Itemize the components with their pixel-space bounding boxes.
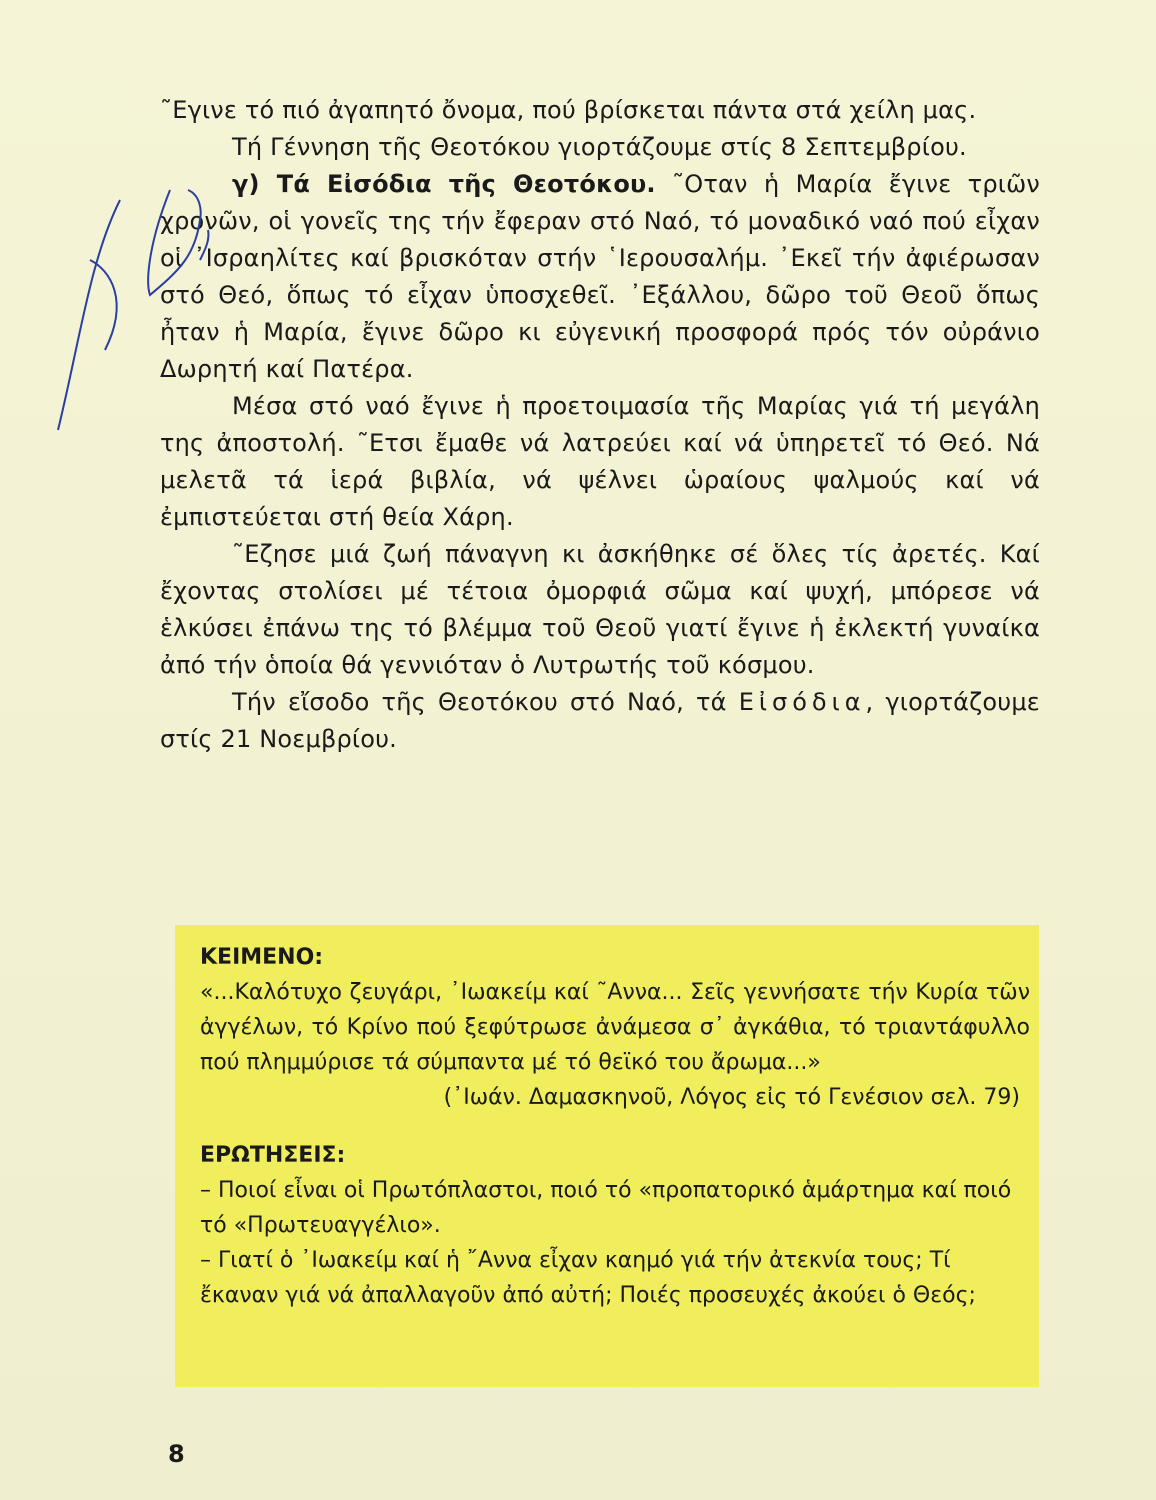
section-heading: γ) Τά Εἰσόδια τῆς Θεοτόκου. bbox=[232, 170, 656, 198]
text-heading: ΚΕΙΜΕΝΟ: bbox=[200, 945, 324, 970]
page-number: 8 bbox=[168, 1440, 185, 1468]
paragraph-1: ˜Εγινε τό πιό ἀγαπητό ὄνομα, πού βρίσκεται πάντα στά χείλη μας. bbox=[160, 96, 977, 124]
paragraph-2: Τή Γέννηση τῆς Θεοτόκου γιορτάζουμε στίς 8 Σεπτεμβρίου. bbox=[232, 133, 967, 161]
paragraph-4: Μέσα στό ναό ἔγινε ἡ προετοιμασία τῆς Μαρίας γιά τή μεγάλη της ἀποστολή. ˜Ετσι ἔμαθε νά λατρεύει καί νά ὑπηρετεῖ τό Θεό. Νά μελετᾶ τά ἱερά βιβλία, νά ψέλνει ὡραίους ψαλμούς καί νά ἐμπιστεύεται στή θεία Χάρη. bbox=[160, 392, 1040, 531]
paragraph-6-a: Τήν εἴσοδο τῆς Θεοτόκου στό Ναό, τά bbox=[232, 688, 739, 716]
paragraph-3 bbox=[160, 166, 1040, 388]
questions-heading: ΕΡΩΤΗΣΕΙΣ: bbox=[200, 1143, 346, 1168]
body-text bbox=[160, 92, 1040, 758]
paragraph-6 bbox=[160, 684, 1040, 758]
question-2: – Γιατί ὁ ᾿Ιωακείμ καί ἡ ῎Αννα εἶχαν καημό γιά τήν ἀτεκνία τους; Τί ἔκαναν γιά νά ἀπαλλαγοῦν ἀπό αὐτή; Ποιές προσευχές ἀκούει ὁ Θεός; bbox=[200, 1248, 976, 1308]
citation: (᾿Ιωάν. Δαμασκηνοῦ, Λόγος εἰς τό Γενέσιον σελ. 79) bbox=[443, 1085, 1020, 1110]
paragraph-6-b: , γιορτάζουμε στίς 21 Νοεμβρίου. bbox=[160, 688, 1040, 753]
quote: «...Καλότυχο ζευγάρι, ᾿Ιωακείμ καί ˜Αννα... Σεῖς γεννήσατε τήν Κυρία τῶν ἀγγέλων, τό Κρίνο πού ξεφύτρωσε ἀνάμεσα σ᾿ ἀγκάθια, τό τριαντάφυλλο πού πλημμύρισε τά σύμπαντα μέ τό θεϊκό του ἄρωμα...» bbox=[200, 980, 1030, 1075]
paragraph-3-text: ˜Οταν ἡ Μαρία ἔγινε τριῶν χρονῶν, οἱ γονεῖς της τήν ἔφεραν στό Ναό, τό μοναδικό ναό πού εἶχαν οἱ ᾿Ισραηλίτες καί βρισκόταν στήν ῾Ιερουσαλήμ. ᾿Εκεῖ τήν ἀφιέρωσαν στό Θεό, ὅπως τό εἶχαν ὑποσχεθεῖ. ᾿Εξάλλου, δῶρο τοῦ Θεοῦ ὅπως ἦταν ἡ Μαρία, ἔγινε δῶρο κι εὐγενική προσφορά πρός τόν οὐράνιο Δωρητή καί Πατέρα. bbox=[160, 170, 1040, 383]
highlight-box bbox=[175, 925, 1039, 1387]
paragraph-6-spaced: Εἰσόδια bbox=[738, 688, 866, 716]
paragraph-5: ˜Εζησε μιά ζωή πάναγνη κι ἀσκήθηκε σέ ὅλες τίς ἀρετές. Καί ἔχοντας στολίσει μέ τέτοια ὀμορφιά σῶμα καί ψυχή, μπόρεσε νά ἑλκύσει ἐπάνω της τό βλέμμα τοῦ Θεοῦ γιατί ἔγινε ἡ ἐκλεκτή γυναίκα ἀπό τήν ὁποία θά γεννιόταν ὁ Λυτρωτής τοῦ κόσμου. bbox=[160, 540, 1040, 679]
question-1: – Ποιοί εἶναι οἱ Πρωτόπλαστοι, ποιό τό «προπατορικό ἁμάρτημα καί ποιό τό «Πρωτευαγγέλιο». bbox=[200, 1178, 1012, 1238]
